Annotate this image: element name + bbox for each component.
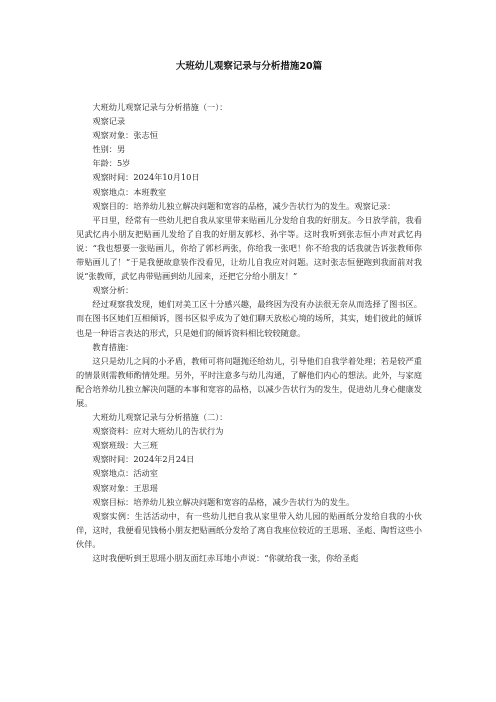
paragraph: 观察班级：大三班 (92, 440, 158, 451)
paragraph: 经过观察我发现，她们对美工区十分感兴趣，最终因为没有办法很无奈从而选择了图书区。而在图书区她们互相倾诉，图书区似乎成为了她们聊天放松心境的场所，其实，她们彼此的倾诉也是一种语言表达的形式，只是她们的倾诉资料相比较较随意。 (76, 299, 422, 338)
paragraph: 观察记录 (92, 116, 126, 127)
paragraph: 教育措施： (92, 341, 134, 352)
paragraph: 观察地点：本班教室 (92, 186, 167, 197)
paragraph: 观察目标：培养幼儿独立解决问题和宽容的品格，减少告状行为的发生。 (92, 496, 355, 507)
paragraph: 这只是幼儿之间的小矛盾，教师可将问题抛还给幼儿，引导他们自我学着处理；若是较严重的情景则需教师酌情处理。另外，平时注意多与幼儿沟通，了解他们内心的想法。此外，与家庭配合培养幼儿独立解决问题的本事和宽容的品格，以减少告状行为的发生，促进幼儿身心健康发展。 (76, 355, 422, 408)
paragraph: 观察时间：2024年10月10日 (92, 172, 200, 183)
paragraph: 性别：男 (92, 144, 126, 155)
section-heading: 大班幼儿观察记录与分析措施（一）： (92, 102, 228, 112)
paragraph: 平日里，经常有一些幼儿把自我从家里带来贴画儿分发给自我的好朋友。今日放学前，我看见武忆冉小朋友把贴画儿发给了自我的好朋友郭杉、孙宇等。这时我听到张志恒小声对武忆冉说：“我也想要一张贴画儿，你给了郭杉两张，你给我一张吧！你不给我的话我就告诉张教师你带贴画儿了！”于是我便故意装作没看见，让幼儿自我应对问题。这时张志恒便跑到我面前对我说“张教师，武忆冉带贴画到幼儿园来，还把它分给小朋友！” (76, 214, 422, 282)
paragraph: 观察资料：应对大班幼儿的告状行为 (92, 426, 224, 437)
paragraph: 观察对象：张志恒 (92, 130, 158, 141)
paragraph: 观察目的：培养幼儿独立解决问题和宽容的品格，减少告状行为的发生。观察记录： (92, 200, 396, 211)
paragraph: 观察地点：活动室 (92, 468, 158, 479)
paragraph: 这时我便听到王思瑶小朋友面红赤耳地小声说：“你就给我一张，你给圣彪 (92, 553, 359, 563)
document-page (76, 60, 422, 565)
paragraph: 年龄：5岁 (92, 158, 131, 169)
section-heading: 大班幼儿观察记录与分析措施（二）： (92, 412, 228, 423)
document-title: 大班幼儿观察记录与分析措施20篇 (175, 61, 323, 72)
document-body (76, 100, 422, 565)
paragraph: 观察分析： (92, 285, 134, 296)
paragraph: 观察对象：王思瑶 (92, 482, 158, 493)
paragraph: 观察时间：2024年2月24日 (92, 454, 195, 465)
paragraph: 观察实例：生活活动中，有一些幼儿把自我从家里带入幼儿园的贴画纸分发给自我的小伙伴，这时，我便看见钱杨小朋友把贴画纸分发给了离自我座位较近的王思瑶、圣彪、陶哲这些小伙伴。 (76, 510, 422, 549)
